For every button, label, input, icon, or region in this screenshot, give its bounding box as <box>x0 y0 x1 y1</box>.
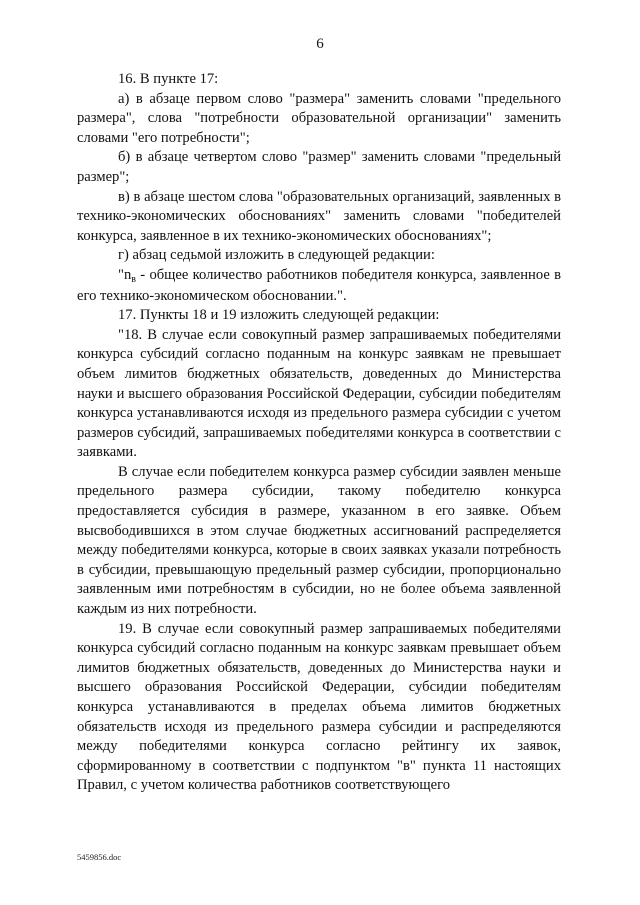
paragraph: В случае если победителем конкурса размер субсидии заявлен меньше предельного размера субсидии, такому победителю конкурса предоставляется субсидия в размере, указанном в его заявке. Объем высвободившихся в этом случае бюджетных ассигнований распределяется между победителями конкурса, которые в своих заявках указали потребность в субсидии, превышающую предельный размер субсидии, пропорционально заявленным ими потребностям в субсидии, но не более объема заявленной каждым из них потребности. <box>77 463 561 618</box>
paragraph: 16. В пункте 17: <box>118 71 219 87</box>
paragraph: г) абзац седьмой изложить в следующей редакции: <box>118 247 435 264</box>
formula-open-quote: " <box>118 266 124 283</box>
page-number: 6 <box>316 36 324 52</box>
formula-subscript: в <box>131 273 136 285</box>
paragraph: "18. В случае если совокупный размер запрашиваемых победителями конкурса субсидий согласно поданным на конкурс заявкам не превышает объем лимитов бюджетных обязательств, доведенных до Министерства науки и высшего образования Российской Федерации, субсидии победителям конкурса устанавливаются исходя из предельного размера субсидии с учетом размеров субсидий, запрашиваемых победителями конкурса в соответствии с заявками. <box>77 326 561 461</box>
formula-symbol: n <box>123 266 132 283</box>
paragraph: а) в абзаце первом слово "размера" заменить словами "предельного размера", слова "потребности образовательной организации" заменить словами "его потребности"; <box>77 90 561 146</box>
paragraph: 19. В случае если совокупный размер запрашиваемых победителями конкурса субсидий согласно поданным на конкурс заявкам превышает объем лимитов бюджетных обязательств, доведенных до Министерства науки и высшего образования Российской Федерации, субсидии победителям конкурса устанавливаются в пределах объема лимитов бюджетных обязательств исходя из предельного размера субсидии и распределяются между победителями конкурса согласно рейтингу их заявок, сформированному в соответствии с подпунктом "в" пункта 11 настоящих Правил, с учетом количества работников соответствующего <box>77 620 561 794</box>
formula-text: - общее количество работников победителя конкурса, заявленное в его технико-экономическом обосновании.". <box>77 266 561 304</box>
paragraph: 17. Пункты 18 и 19 изложить следующей редакции: <box>118 307 440 324</box>
footer-filename: 5459856.doc <box>77 852 122 862</box>
paragraph: б) в абзаце четвертом слово "размер" заменить словами "предельный размер"; <box>77 149 561 185</box>
formula-paragraph <box>77 266 561 306</box>
document-body <box>77 70 561 796</box>
paragraph: в) в абзаце шестом слова "образовательных организаций, заявленных в технико-экономических обоснованиях" заменить словами "победителей конкурса, заявленное в их технико-экономических обоснованиях"; <box>77 188 561 244</box>
